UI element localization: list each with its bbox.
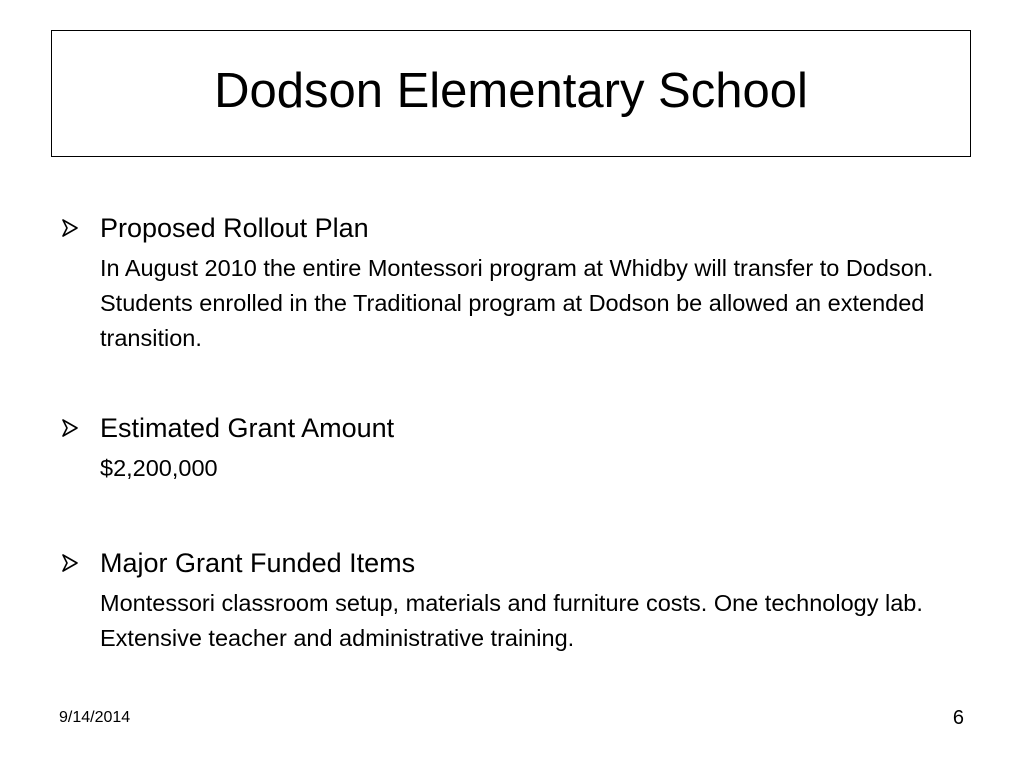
section-body: Montessori classroom setup, materials and furniture costs. One technology lab. Extensive teacher and administrative training. bbox=[100, 590, 923, 651]
bullet-row bbox=[62, 411, 962, 445]
arrow-bullet-icon bbox=[62, 419, 78, 437]
arrow-bullet-icon bbox=[62, 554, 78, 572]
bullet-row bbox=[62, 211, 962, 245]
bullet-row bbox=[62, 546, 962, 580]
section-heading: Estimated Grant Amount bbox=[100, 413, 395, 443]
section-grant-amount bbox=[62, 411, 962, 486]
page-number: 6 bbox=[952, 707, 964, 729]
section-heading: Major Grant Funded Items bbox=[100, 548, 416, 578]
section-rollout-plan bbox=[62, 211, 962, 356]
section-heading: Proposed Rollout Plan bbox=[100, 213, 369, 243]
title-box bbox=[51, 30, 971, 157]
footer-date: 9/14/2014 bbox=[59, 709, 131, 726]
section-body: $2,200,000 bbox=[100, 455, 218, 481]
slide-title: Dodson Elementary School bbox=[214, 64, 808, 118]
section-body: In August 2010 the entire Montessori program at Whidby will transfer to Dodson. Students enrolled in the Traditional program at Dodson be allowed an extended transition. bbox=[100, 255, 934, 351]
arrow-bullet-icon bbox=[62, 219, 78, 237]
section-funded-items bbox=[62, 546, 962, 656]
